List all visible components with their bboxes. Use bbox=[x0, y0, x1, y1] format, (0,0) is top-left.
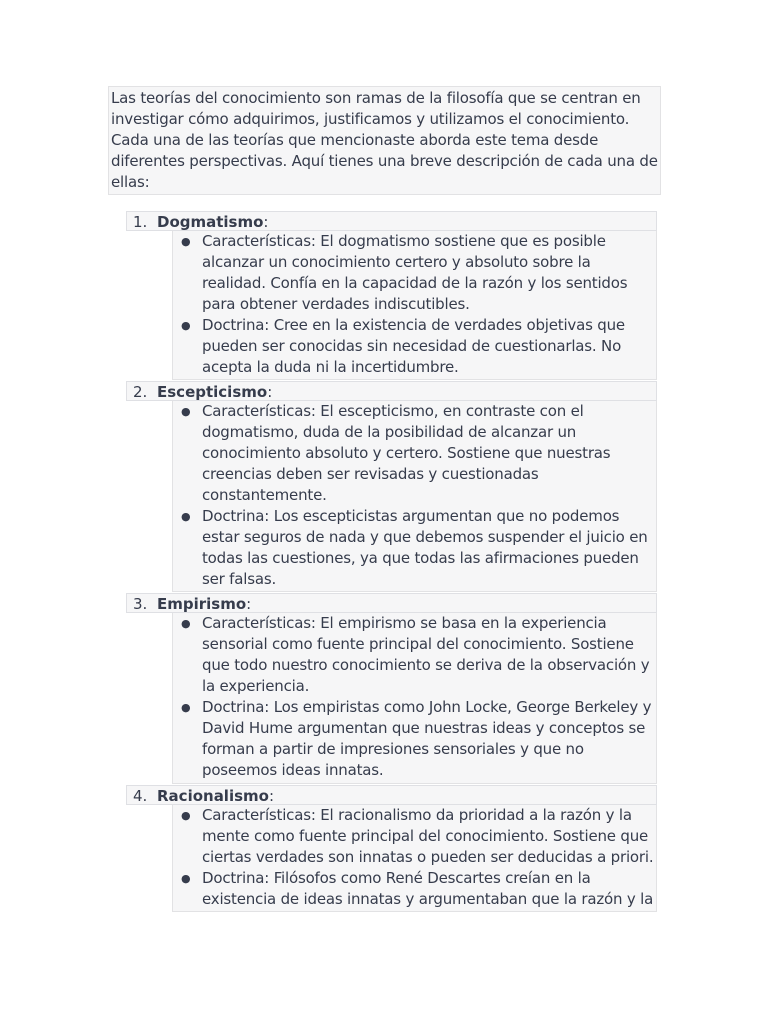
item-title: Dogmatismo bbox=[157, 213, 264, 231]
list-item bbox=[173, 805, 656, 868]
item-title: Escepticismo bbox=[157, 383, 268, 401]
item-title: Racionalismo bbox=[157, 787, 269, 805]
theory-item-racionalismo bbox=[126, 785, 657, 805]
item-number: 3. bbox=[133, 595, 148, 613]
item-colon: : bbox=[268, 787, 275, 805]
item-colon: : bbox=[246, 595, 252, 613]
item-title: Empirismo bbox=[157, 595, 247, 613]
list-item bbox=[173, 231, 656, 315]
theory-details-racionalismo bbox=[172, 805, 657, 912]
list-item bbox=[173, 868, 656, 910]
bullet-icon: ● bbox=[181, 617, 191, 630]
list-item bbox=[173, 697, 656, 781]
bullet-icon: ● bbox=[181, 809, 191, 822]
item-colon: : bbox=[267, 383, 273, 401]
point-text: Doctrina: Filósofos como René Descartes creían en la existencia de ideas innatas y argumentaban que la razón y la bbox=[202, 869, 654, 908]
theory-item-dogmatismo bbox=[126, 211, 657, 231]
list-item bbox=[173, 315, 656, 378]
point-text: Doctrina: Los escepticistas argumentan que no podemos estar seguros de nada y que debemos suspender el juicio en todas las cuestiones, ya que todas las afirmaciones pueden ser falsas. bbox=[202, 507, 648, 588]
bullet-icon: ● bbox=[181, 510, 191, 523]
intro-paragraph: Las teorías del conocimiento son ramas de la filosofía que se centran en investigar cómo adquirimos, justificamos y utilizamos el conocimiento. Cada una de las teorías que mencionaste aborda este tema desde diferentes perspectivas. Aquí tienes una breve descripción de cada una de ellas: bbox=[108, 86, 661, 195]
item-number: 2. bbox=[133, 383, 148, 401]
bullet-icon: ● bbox=[181, 701, 191, 714]
bullet-icon: ● bbox=[181, 405, 191, 418]
theory-details-escepticismo bbox=[172, 401, 657, 592]
bullet-icon: ● bbox=[181, 319, 191, 332]
point-text: Doctrina: Cree en la existencia de verdades objetivas que pueden ser conocidas sin necesidad de cuestionarlas. No acepta la duda ni la incertidumbre. bbox=[202, 316, 625, 376]
theory-details-dogmatismo bbox=[172, 231, 657, 380]
list-item bbox=[173, 401, 656, 506]
theory-item-empirismo bbox=[126, 593, 657, 613]
list-item bbox=[173, 613, 656, 697]
point-text: Características: El dogmatismo sostiene que es posible alcanzar un conocimiento certero y absoluto sobre la realidad. Confía en la capacidad de la razón y los sentidos para obtener verdades indiscutibles. bbox=[202, 232, 628, 313]
item-colon: : bbox=[263, 213, 269, 231]
point-text: Características: El racionalismo da prioridad a la razón y la mente como fuente principal del conocimiento. Sostiene que ciertas verdades son innatas o pueden ser deducidas a priori. bbox=[202, 806, 654, 866]
item-number: 1. bbox=[133, 213, 148, 231]
theory-item-escepticismo bbox=[126, 381, 657, 401]
point-text: Características: El empirismo se basa en la experiencia sensorial como fuente principal del conocimiento. Sostiene que todo nuestro conocimiento se deriva de la observación y la experiencia. bbox=[202, 614, 650, 695]
point-text: Características: El escepticismo, en contraste con el dogmatismo, duda de la posibilidad de alcanzar un conocimiento absoluto y certero. Sostiene que nuestras creencias deben ser revisadas y cuestionadas constantemente. bbox=[202, 402, 611, 504]
item-number: 4. bbox=[133, 787, 148, 805]
point-text: Doctrina: Los empiristas como John Locke, George Berkeley y David Hume argumentan que nuestras ideas y conceptos se forman a partir de impresiones sensoriales y que no poseemos ideas innatas. bbox=[202, 698, 652, 779]
list-item bbox=[173, 506, 656, 590]
bullet-icon: ● bbox=[181, 872, 191, 885]
theory-details-empirismo bbox=[172, 613, 657, 784]
bullet-icon: ● bbox=[181, 235, 191, 248]
